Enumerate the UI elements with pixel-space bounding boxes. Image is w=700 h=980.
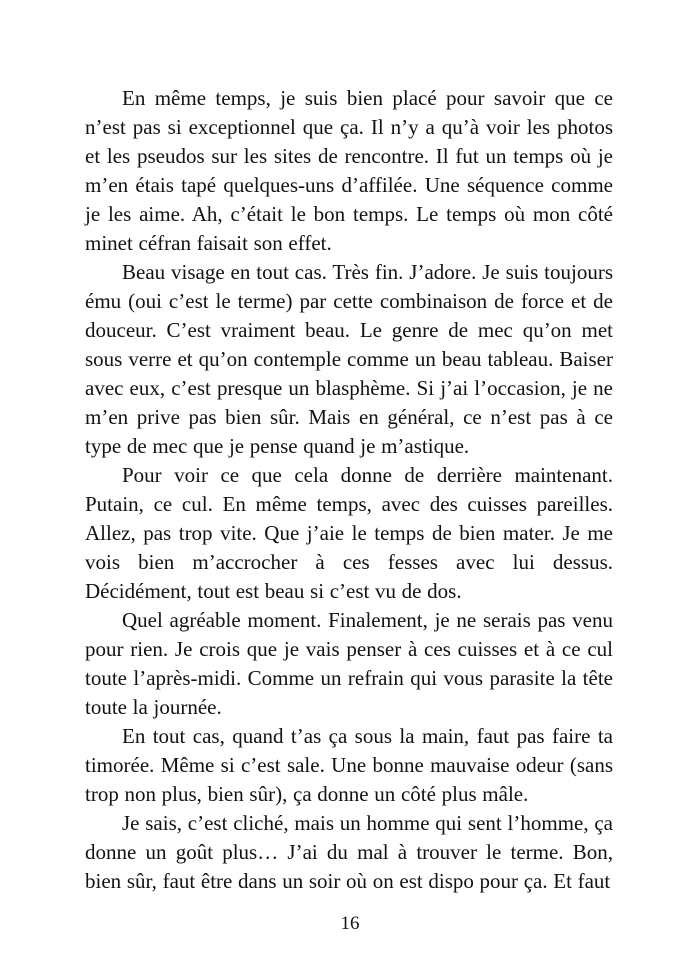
paragraph: Je sais, c’est cliché, mais un homme qui sent l’homme, ça donne un goût plus… J’ai du mal à trouver le terme. Bon, bien sûr, faut être dans un soir où on est dispo pour ça. Et faut: [85, 811, 613, 893]
paragraph: En tout cas, quand t’as ça sous la main, faut pas faire ta timorée. Même si c’est sale. Une bonne mauvaise odeur (sans trop non plus, bien sûr), ça donne un côté plus mâle.: [85, 724, 613, 806]
paragraph: Beau visage en tout cas. Très fin. J’adore. Je suis toujours ému (oui c’est le terme) par cette combinaison de force et de douceur. C’est vraiment beau. Le genre de mec qu’on met sous verre et qu’on contemple comme un beau tableau. Baiser avec eux, c’est presque un blasphème. Si j’ai l’occasion, je ne m’en prive pas bien sûr. Mais en général, ce n’est pas à ce type de mec que je pense quand je m’astique.: [85, 260, 613, 458]
paragraph: Quel agréable moment. Finalement, je ne serais pas venu pour rien. Je crois que je vais penser à ces cuisses et à ce cul toute l’après-midi. Comme un refrain qui vous parasite la tête toute la journée.: [85, 608, 613, 719]
paragraph: En même temps, je suis bien placé pour savoir que ce n’est pas si exceptionnel que ça. Il n’y a qu’à voir les photos et les pseudos sur les sites de rencontre. Il fut un temps où je m’en étais tapé quelques-uns d’affilée. Une séquence comme je les aime. Ah, c’était le bon temps. Le temps où mon côté minet céfran faisait son effet.: [85, 86, 613, 255]
page-number: 16: [340, 913, 360, 934]
paragraph: Pour voir ce que cela donne de derrière maintenant. Putain, ce cul. En même temps, avec des cuisses pareilles. Allez, pas trop vite. Que j’aie le temps de bien mater. Je me vois bien m’accrocher à ces fesses avec lui dessus. Décidément, tout est beau si c’est vu de dos.: [85, 463, 613, 603]
page-text: [85, 84, 613, 896]
